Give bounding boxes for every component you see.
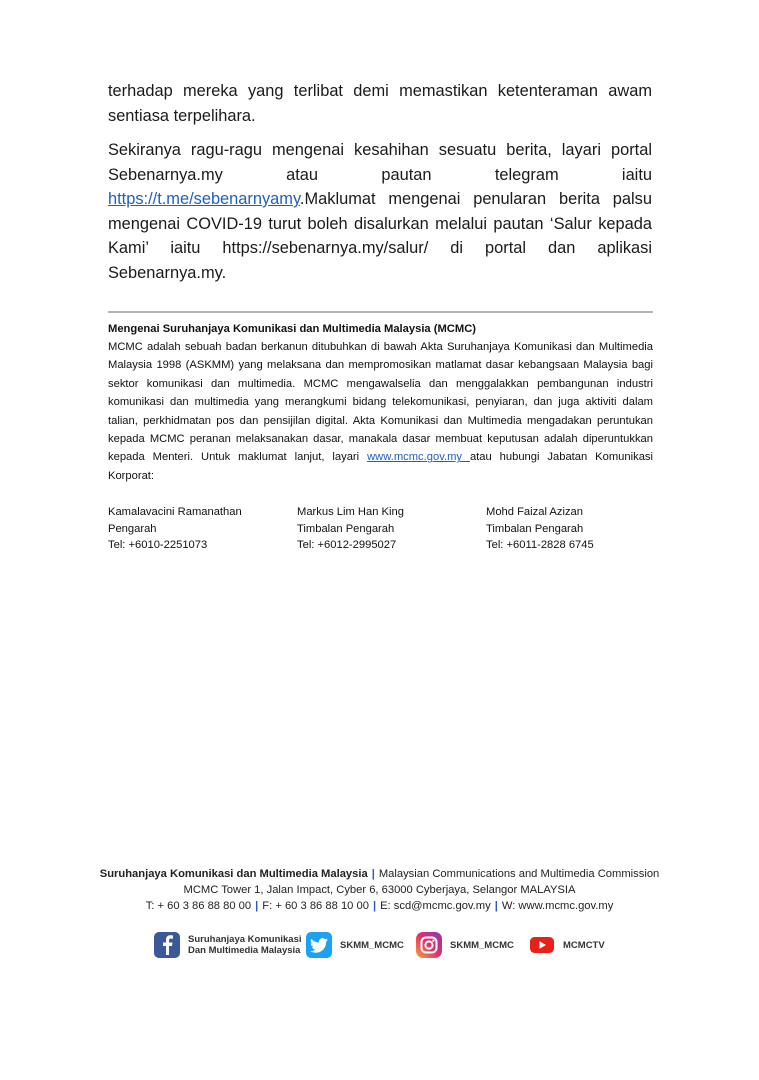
footer-web[interactable]: W: www.mcmc.gov.my xyxy=(501,900,614,912)
divider xyxy=(108,311,653,313)
footer-address: MCMC Tower 1, Jalan Impact, Cyber 6, 63000 Cyberjaya, Selangor MALAYSIA xyxy=(183,884,576,896)
contact-name: Mohd Faizal Azizan xyxy=(486,506,584,518)
facebook-link[interactable] xyxy=(154,930,302,960)
footer-separator: | xyxy=(494,900,498,912)
paragraph-closing xyxy=(108,79,652,128)
footer-email[interactable]: E: scd@mcmc.gov.my xyxy=(380,900,491,912)
facebook-icon xyxy=(154,932,180,958)
about-text: MCMC adalah sebuah badan berkanun ditubuhkan di bawah Akta Suruhanjaya Komunikasi dan Multimedia Malaysia 1998 (ASKMM) yang melaksana dan mempromosikan matlamat dasar kebangsaan Malaysia bagi sektor komunikasi dan multimedia. MCMC mengawalselia dan menggalakkan pembangunan industri komunikasi dan multimedia yang merangkumi bidang telekomunikasi, penyiaran, dan juga aktiviti dalam talian, perkhidmatan pos dan pensijilan digital. Akta Komunikasi dan Multimedia mengadakan peruntukan kepada MCMC peranan melaksanakan dasar, manakala dasar membuat keputusan adalah diperuntukkan kepada Menteri. Untuk maklumat lanjut, layari xyxy=(108,341,653,464)
instagram-label: SKMM_MCMC xyxy=(450,939,514,951)
footer-fax: F: + 60 3 86 88 10 00 xyxy=(262,900,369,912)
youtube-icon xyxy=(529,932,555,958)
telegram-link[interactable]: https://t.me/sebenarnyamy xyxy=(108,190,300,208)
paragraph-text: terhadap mereka yang terlibat demi memastikan ketenteraman awam sentiasa terpelihara. xyxy=(108,82,652,125)
about-text: atau hubungi Jabatan Komunikasi Korporat: xyxy=(108,451,654,482)
contact-name: Kamalavacini Ramanathan xyxy=(108,506,242,518)
contact-phone: Tel: +6012-2995027 xyxy=(297,539,397,551)
twitter-icon xyxy=(306,932,332,958)
twitter-link[interactable] xyxy=(306,930,404,960)
about-body xyxy=(108,338,653,485)
paragraph-text: .Maklumat mengenai penularan berita palsu mengenai COVID-19 turut boleh disalurkan melalui pautan ‘Salur kepada Kami’ iaitu https://sebenarnya.my/salur/ di portal dan aplikasi Sebenarnya.my. xyxy=(108,190,652,282)
footer-org-en: Malaysian Communications and Multimedia Commission xyxy=(378,868,660,880)
contact-title: Pengarah xyxy=(108,522,157,535)
contact-phone: Tel: +6010-2251073 xyxy=(108,539,208,551)
footer-tel: T: + 60 3 86 88 80 00 xyxy=(145,900,252,912)
youtube-label: MCMCTV xyxy=(563,939,605,951)
youtube-link[interactable] xyxy=(529,930,605,960)
footer-contact-line xyxy=(0,898,759,914)
facebook-label-line: Suruhanjaya Komunikasi xyxy=(188,934,302,945)
instagram-icon xyxy=(416,932,442,958)
paragraph-verification xyxy=(108,138,652,285)
paragraph-text: Sekiranya ragu-ragu mengenai kesahihan sesuatu berita, layari portal Sebenarnya.my atau pautan telegram iaitu xyxy=(108,141,652,184)
contact-title: Timbalan Pengarah xyxy=(486,522,584,535)
facebook-label-line: Dan Multimedia Malaysia xyxy=(188,945,301,956)
twitter-label: SKMM_MCMC xyxy=(340,939,404,951)
contact-name: Markus Lim Han King xyxy=(297,506,404,518)
contact-phone: Tel: +6011-2828 6745 xyxy=(486,539,594,551)
mcmc-website-link[interactable]: www.mcmc.gov.my xyxy=(367,451,470,464)
facebook-label xyxy=(188,934,302,956)
about-heading: Mengenai Suruhanjaya Komunikasi dan Multimedia Malaysia (MCMC) xyxy=(108,323,477,335)
footer-org-line xyxy=(0,866,759,882)
contact-block xyxy=(297,504,487,554)
instagram-link[interactable] xyxy=(416,930,514,960)
footer-separator: | xyxy=(371,868,375,880)
contact-block xyxy=(486,504,676,554)
footer-separator: | xyxy=(255,900,259,912)
footer-separator: | xyxy=(372,900,377,912)
contact-title: Timbalan Pengarah xyxy=(297,522,395,535)
contact-block xyxy=(108,504,298,554)
footer-org-ms: Suruhanjaya Komunikasi dan Multimedia Malaysia xyxy=(99,868,368,880)
